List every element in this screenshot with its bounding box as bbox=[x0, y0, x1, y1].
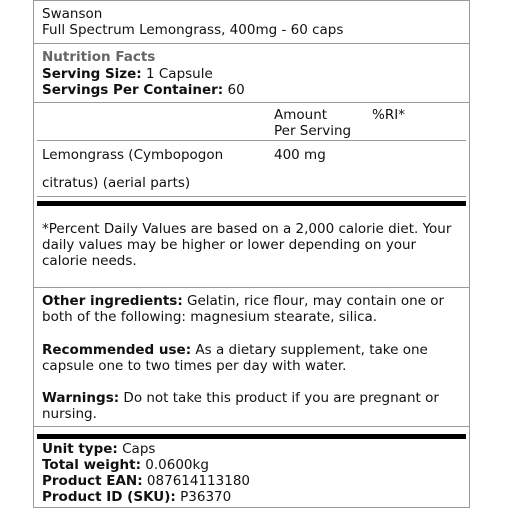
table-divider bbox=[37, 196, 466, 197]
recommended-use-label: Recommended use: bbox=[42, 342, 192, 358]
total-weight-label: Total weight: bbox=[42, 457, 141, 473]
servings-value: 60 bbox=[227, 82, 245, 98]
product-sku-value: P36370 bbox=[180, 489, 232, 505]
servings-per-container-row bbox=[42, 82, 245, 98]
divider bbox=[34, 102, 469, 103]
ingredient-amount: 400 mg bbox=[274, 147, 326, 163]
ingredient-name-line2: citratus) (aerial parts) bbox=[42, 175, 191, 191]
daily-values-footnote: *Percent Daily Values are based on a 2,000 calorie diet. Your daily values may be higher or lower depending on your calorie needs. bbox=[42, 221, 452, 269]
amount-header-line1: Amount bbox=[274, 107, 328, 123]
servings-label: Servings Per Container: bbox=[42, 82, 224, 98]
divider bbox=[34, 426, 469, 427]
warnings bbox=[42, 390, 462, 422]
serving-size-value: 1 Capsule bbox=[146, 66, 213, 82]
unit-type-label: Unit type: bbox=[42, 441, 118, 457]
product-ean-row bbox=[42, 473, 250, 489]
product-sku-label: Product ID (SKU): bbox=[42, 489, 176, 505]
thick-divider bbox=[37, 434, 466, 439]
ri-header: %RI* bbox=[372, 107, 405, 123]
divider bbox=[34, 43, 469, 44]
other-ingredients bbox=[42, 293, 462, 325]
product-name: Full Spectrum Lemongrass, 400mg - 60 caps bbox=[42, 22, 344, 38]
other-ingredients-label: Other ingredients: bbox=[42, 293, 183, 309]
thick-divider bbox=[37, 201, 466, 206]
unit-type-value: Caps bbox=[122, 441, 156, 457]
recommended-use-text: As a dietary supplement, take one capsule one to two times per day with water. bbox=[42, 342, 428, 374]
warnings-text: Do not take this product if you are pregnant or nursing. bbox=[42, 390, 439, 422]
nutrition-facts-heading: Nutrition Facts bbox=[42, 49, 156, 65]
product-sku-row bbox=[42, 489, 231, 505]
recommended-use bbox=[42, 342, 462, 374]
product-ean-label: Product EAN: bbox=[42, 473, 143, 489]
product-ean-value: 087614113180 bbox=[146, 473, 250, 489]
serving-size-row bbox=[42, 66, 213, 82]
ingredient-name-line1: Lemongrass (Cymbopogon bbox=[42, 147, 224, 163]
amount-header-line2: Per Serving bbox=[274, 123, 352, 139]
total-weight-row bbox=[42, 457, 209, 473]
total-weight-value: 0.0600kg bbox=[145, 457, 209, 473]
other-ingredients-text: Gelatin, rice flour, may contain one or both of the following: magnesium stearate, silica. bbox=[42, 293, 445, 325]
supplement-facts-label bbox=[33, 0, 470, 508]
unit-type-row bbox=[42, 441, 155, 457]
table-divider bbox=[37, 140, 466, 141]
divider bbox=[34, 287, 469, 288]
brand-name: Swanson bbox=[42, 6, 103, 22]
warnings-label: Warnings: bbox=[42, 390, 120, 406]
serving-size-label: Serving Size: bbox=[42, 66, 142, 82]
